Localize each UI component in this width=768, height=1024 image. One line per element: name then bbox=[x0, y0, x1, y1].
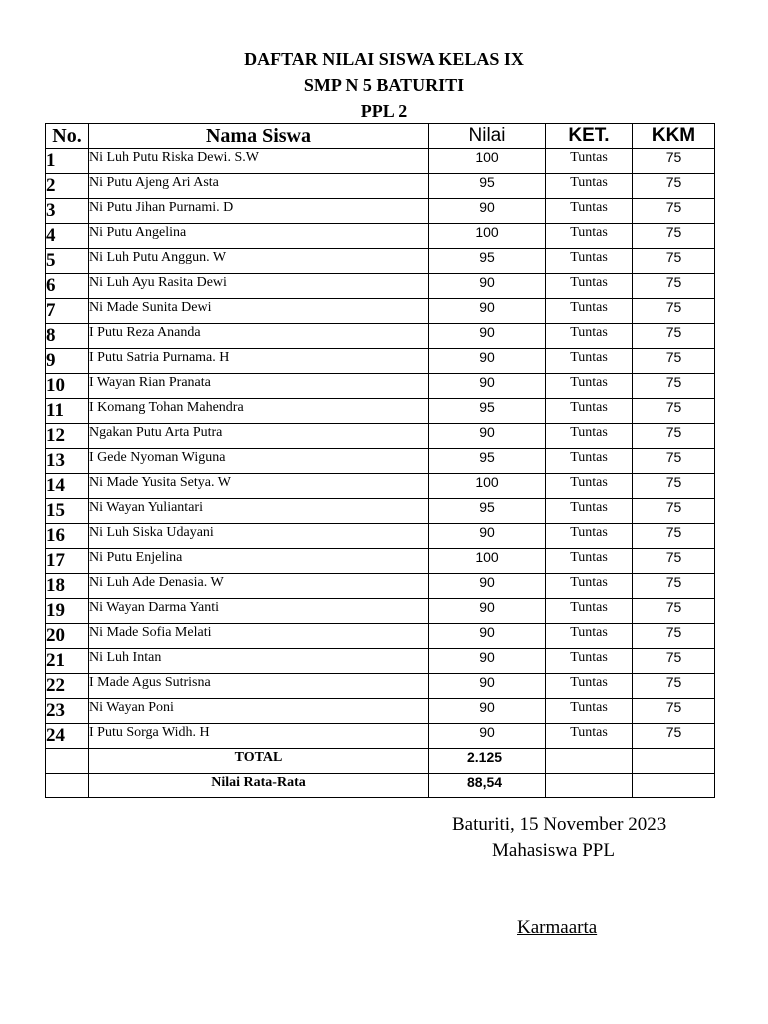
cell-name: I Wayan Rian Pranata bbox=[89, 374, 429, 399]
table-row bbox=[46, 274, 715, 299]
header-nilai: Nilai bbox=[429, 124, 546, 149]
signature-place-date: Baturiti, 15 November 2023 bbox=[452, 814, 667, 835]
table-row bbox=[46, 174, 715, 199]
table-row bbox=[46, 649, 715, 674]
cell-ket: Tuntas bbox=[546, 199, 633, 224]
cell-kkm: 75 bbox=[633, 499, 715, 524]
cell-name: I Gede Nyoman Wiguna bbox=[89, 449, 429, 474]
cell-no: 21 bbox=[46, 649, 89, 674]
cell-ket: Tuntas bbox=[546, 299, 633, 324]
table-row bbox=[46, 674, 715, 699]
table-row bbox=[46, 324, 715, 349]
table-row bbox=[46, 499, 715, 524]
table-row bbox=[46, 299, 715, 324]
cell-nilai: 90 bbox=[429, 349, 546, 374]
cell-nilai: 90 bbox=[429, 324, 546, 349]
cell-no: 5 bbox=[46, 249, 89, 274]
cell-name: Ni Luh Intan bbox=[89, 649, 429, 674]
cell-nilai: 90 bbox=[429, 624, 546, 649]
table-row bbox=[46, 449, 715, 474]
cell-no: 13 bbox=[46, 449, 89, 474]
cell-kkm: 75 bbox=[633, 724, 715, 749]
cell-kkm: 75 bbox=[633, 399, 715, 424]
cell-name: Ngakan Putu Arta Putra bbox=[89, 424, 429, 449]
cell-ket: Tuntas bbox=[546, 474, 633, 499]
table-row bbox=[46, 624, 715, 649]
cell-kkm: 75 bbox=[633, 649, 715, 674]
cell-ket: Tuntas bbox=[546, 574, 633, 599]
table-row bbox=[46, 399, 715, 424]
table-row bbox=[46, 474, 715, 499]
header-no: No. bbox=[46, 124, 89, 149]
cell-ket: Tuntas bbox=[546, 324, 633, 349]
cell-name: Ni Luh Ayu Rasita Dewi bbox=[89, 274, 429, 299]
table-row bbox=[46, 349, 715, 374]
cell-no: 4 bbox=[46, 224, 89, 249]
table-row bbox=[46, 249, 715, 274]
cell-nilai: 90 bbox=[429, 274, 546, 299]
total-value: 2.125 bbox=[429, 749, 546, 774]
cell-ket: Tuntas bbox=[546, 449, 633, 474]
cell-no: 14 bbox=[46, 474, 89, 499]
table-row bbox=[46, 524, 715, 549]
cell-no: 3 bbox=[46, 199, 89, 224]
cell-name: Ni Made Yusita Setya. W bbox=[89, 474, 429, 499]
cell-ket: Tuntas bbox=[546, 549, 633, 574]
cell-name: Ni Putu Angelina bbox=[89, 224, 429, 249]
cell-ket: Tuntas bbox=[546, 149, 633, 174]
table-row bbox=[46, 724, 715, 749]
cell-ket: Tuntas bbox=[546, 224, 633, 249]
total-label: TOTAL bbox=[89, 749, 429, 774]
cell-no: 7 bbox=[46, 299, 89, 324]
cell-kkm: 75 bbox=[633, 299, 715, 324]
cell-nilai: 90 bbox=[429, 649, 546, 674]
cell-ket: Tuntas bbox=[546, 699, 633, 724]
table-row bbox=[46, 199, 715, 224]
average-label: Nilai Rata-Rata bbox=[89, 773, 429, 798]
cell-ket: Tuntas bbox=[546, 174, 633, 199]
cell-no: 19 bbox=[46, 599, 89, 624]
cell-nilai: 90 bbox=[429, 724, 546, 749]
cell-nilai: 95 bbox=[429, 174, 546, 199]
cell-nilai: 95 bbox=[429, 249, 546, 274]
table-row bbox=[46, 424, 715, 449]
cell-no: 17 bbox=[46, 549, 89, 574]
cell-nilai: 100 bbox=[429, 549, 546, 574]
cell-no: 24 bbox=[46, 724, 89, 749]
cell-ket: Tuntas bbox=[546, 599, 633, 624]
grades-table bbox=[45, 123, 715, 798]
cell-name: Ni Luh Putu Anggun. W bbox=[89, 249, 429, 274]
table-row bbox=[46, 224, 715, 249]
cell-kkm: 75 bbox=[633, 699, 715, 724]
cell-nilai: 100 bbox=[429, 224, 546, 249]
cell-name: Ni Putu Enjelina bbox=[89, 549, 429, 574]
cell-name: Ni Made Sunita Dewi bbox=[89, 299, 429, 324]
school-name: SMP N 5 BATURITI bbox=[303, 75, 465, 95]
table-row bbox=[46, 699, 715, 724]
header-kkm: KKM bbox=[633, 124, 715, 149]
cell-name: I Putu Reza Ananda bbox=[89, 324, 429, 349]
cell-nilai: 95 bbox=[429, 399, 546, 424]
cell-ket: Tuntas bbox=[546, 274, 633, 299]
cell-ket: Tuntas bbox=[546, 499, 633, 524]
cell-ket: Tuntas bbox=[546, 424, 633, 449]
cell-nilai: 90 bbox=[429, 424, 546, 449]
cell-no: 12 bbox=[46, 424, 89, 449]
cell-ket: Tuntas bbox=[546, 624, 633, 649]
cell-kkm: 75 bbox=[633, 349, 715, 374]
cell-nilai: 90 bbox=[429, 299, 546, 324]
cell-no: 1 bbox=[46, 149, 89, 174]
cell-ket: Tuntas bbox=[546, 374, 633, 399]
cell-nilai: 100 bbox=[429, 474, 546, 499]
table-row bbox=[46, 149, 715, 174]
table-row bbox=[46, 599, 715, 624]
cell-kkm: 75 bbox=[633, 174, 715, 199]
cell-nilai: 90 bbox=[429, 524, 546, 549]
cell-kkm: 75 bbox=[633, 199, 715, 224]
cell-kkm: 75 bbox=[633, 474, 715, 499]
cell-name: Ni Putu Ajeng Ari Asta bbox=[89, 174, 429, 199]
cell-kkm: 75 bbox=[633, 574, 715, 599]
cell-kkm: 75 bbox=[633, 324, 715, 349]
cell-kkm: 75 bbox=[633, 424, 715, 449]
cell-name: I Putu Satria Purnama. H bbox=[89, 349, 429, 374]
signature-role: Mahasiswa PPL bbox=[492, 840, 615, 861]
cell-nilai: 90 bbox=[429, 199, 546, 224]
cell-name: Ni Luh Putu Riska Dewi. S.W bbox=[89, 149, 429, 174]
cell-kkm: 75 bbox=[633, 524, 715, 549]
cell-no: 6 bbox=[46, 274, 89, 299]
cell-no: 2 bbox=[46, 174, 89, 199]
cell-no: 10 bbox=[46, 374, 89, 399]
total-row bbox=[46, 749, 715, 774]
cell-no: 16 bbox=[46, 524, 89, 549]
cell-nilai: 95 bbox=[429, 499, 546, 524]
cell-ket: Tuntas bbox=[546, 399, 633, 424]
cell-ket: Tuntas bbox=[546, 249, 633, 274]
cell-ket: Tuntas bbox=[546, 349, 633, 374]
cell-kkm: 75 bbox=[633, 624, 715, 649]
cell-name: I Putu Sorga Widh. H bbox=[89, 724, 429, 749]
cell-name: Ni Luh Siska Udayani bbox=[89, 524, 429, 549]
table-row bbox=[46, 549, 715, 574]
cell-nilai: 90 bbox=[429, 699, 546, 724]
cell-no: 18 bbox=[46, 574, 89, 599]
cell-no: 22 bbox=[46, 674, 89, 699]
cell-name: Ni Wayan Poni bbox=[89, 699, 429, 724]
average-row bbox=[46, 773, 715, 798]
cell-name: Ni Wayan Yuliantari bbox=[89, 499, 429, 524]
cell-kkm: 75 bbox=[633, 274, 715, 299]
table-header-row bbox=[46, 124, 715, 149]
cell-nilai: 90 bbox=[429, 674, 546, 699]
cell-nilai: 95 bbox=[429, 449, 546, 474]
table-row bbox=[46, 574, 715, 599]
cell-nilai: 90 bbox=[429, 599, 546, 624]
cell-ket: Tuntas bbox=[546, 524, 633, 549]
cell-name: Ni Putu Jihan Purnami. D bbox=[89, 199, 429, 224]
average-value: 88,54 bbox=[429, 773, 546, 798]
cell-nilai: 90 bbox=[429, 374, 546, 399]
cell-kkm: 75 bbox=[633, 674, 715, 699]
cell-nilai: 90 bbox=[429, 574, 546, 599]
cell-kkm: 75 bbox=[633, 224, 715, 249]
cell-no: 23 bbox=[46, 699, 89, 724]
cell-kkm: 75 bbox=[633, 599, 715, 624]
cell-name: Ni Wayan Darma Yanti bbox=[89, 599, 429, 624]
table-row bbox=[46, 374, 715, 399]
cell-ket: Tuntas bbox=[546, 649, 633, 674]
cell-name: Ni Luh Ade Denasia. W bbox=[89, 574, 429, 599]
cell-kkm: 75 bbox=[633, 374, 715, 399]
cell-no: 20 bbox=[46, 624, 89, 649]
document-title: DAFTAR NILAI SISWA KELAS IX bbox=[244, 49, 524, 69]
program-label: PPL 2 bbox=[360, 101, 408, 121]
cell-no: 9 bbox=[46, 349, 89, 374]
cell-ket: Tuntas bbox=[546, 674, 633, 699]
cell-no: 11 bbox=[46, 399, 89, 424]
cell-kkm: 75 bbox=[633, 249, 715, 274]
header-name: Nama Siswa bbox=[89, 124, 429, 149]
cell-name: Ni Made Sofia Melati bbox=[89, 624, 429, 649]
cell-no: 15 bbox=[46, 499, 89, 524]
cell-name: I Komang Tohan Mahendra bbox=[89, 399, 429, 424]
cell-no: 8 bbox=[46, 324, 89, 349]
cell-ket: Tuntas bbox=[546, 724, 633, 749]
cell-kkm: 75 bbox=[633, 449, 715, 474]
cell-name: I Made Agus Sutrisna bbox=[89, 674, 429, 699]
signature-name: Karmaarta bbox=[517, 917, 598, 938]
cell-nilai: 100 bbox=[429, 149, 546, 174]
header-ket: KET. bbox=[546, 124, 633, 149]
cell-kkm: 75 bbox=[633, 149, 715, 174]
cell-kkm: 75 bbox=[633, 549, 715, 574]
